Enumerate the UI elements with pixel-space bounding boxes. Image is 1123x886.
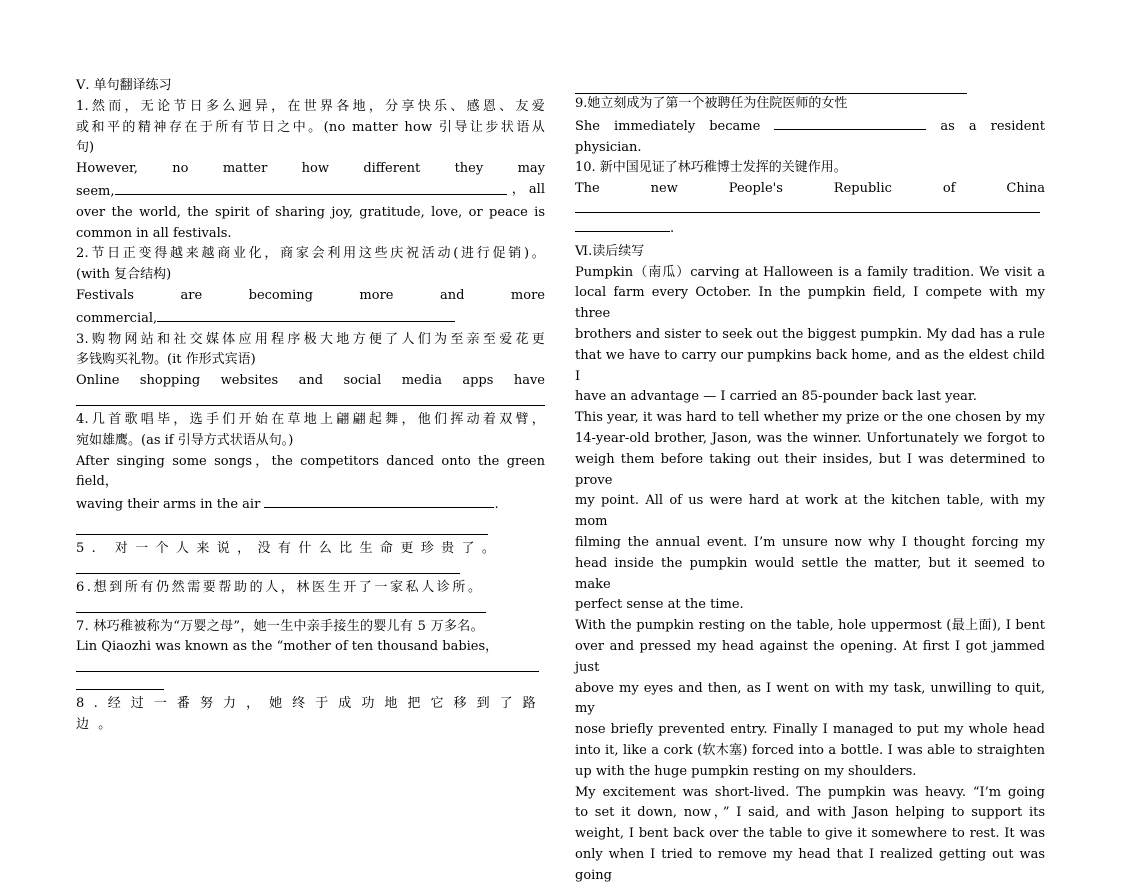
q4-prompt-line2: 宛如雄鹰。(as if 引导方式状语从句。) <box>76 432 294 448</box>
q4-english-line2 <box>76 493 545 516</box>
q4-waving-text: waving their arms in the air <box>76 497 261 513</box>
q1-seem-text: seem, <box>76 183 115 199</box>
passage-line: weigh them before taking out their insides, but I was determined to prove <box>575 451 1045 488</box>
passage-line: above my eyes and then, as I went on with my task, unwilling to quit, my <box>575 680 1045 717</box>
q9-english <box>575 115 1045 159</box>
q2-commercial-text: commercial, <box>76 310 158 326</box>
q3-prompt-line1: 3.购物网站和社交媒体应用程序极大地方便了人们为至亲至爱花更 <box>76 331 545 347</box>
passage-line: my point. All of us were hard at work at the kitchen table, with my mom <box>575 493 1045 530</box>
q10-answer-blank-2[interactable] <box>575 217 670 232</box>
passage-line: filming the annual event. I’m unsure now why I thought forcing my <box>575 534 1045 550</box>
passage-line: to set it down, now，” I said, and with Jason helping to support its <box>575 805 1045 821</box>
passage-line: over and pressed my head against the opening. At first I got jammed just <box>575 638 1045 675</box>
passage-line: into it, like a cork (软木塞) forced into a bottle. I was able to straighten <box>575 742 1045 758</box>
q3-answer-blank[interactable] <box>76 392 545 406</box>
passage-line: have an advantage — I carried an 85-pounder back last year. <box>575 389 977 405</box>
q10-answer-blank[interactable] <box>575 200 1040 213</box>
passage-line: head inside the pumpkin would settle the matter, but it seemed to make <box>575 555 1045 592</box>
q10-english-line1: The new People's Republic of China <box>575 181 1045 197</box>
q7-answer-blank[interactable] <box>76 658 539 672</box>
passage-line: My excitement was short-lived. The pumpkin was heavy. “I’m going <box>575 784 1045 800</box>
passage-line: only when I tried to remove my head that I realized getting out was going <box>575 846 1045 883</box>
q1-prompt-line1: 1.然而，无论节日多么迥异，在世界各地，分享快乐、感恩、友爱 <box>76 98 545 114</box>
left-column <box>76 76 545 736</box>
q1-english-line2 <box>76 180 545 203</box>
section-title-continuation: Ⅵ.读后续写 <box>575 243 645 259</box>
q6-answer-blank[interactable] <box>76 599 486 613</box>
passage-line: perfect sense at the time. <box>575 597 744 613</box>
q1-prompt-line2: 或和平的精神存在于所有节日之中。(no matter how 引导让步状语从 <box>76 119 545 135</box>
q1-answer-blank[interactable] <box>115 180 507 195</box>
passage-line: up with the huge pumpkin resting on my shoulders. <box>575 763 917 779</box>
q9-english-start: She immediately became <box>575 118 761 134</box>
passage-line: With the pumpkin resting on the table, hole uppermost (最上面), I bent <box>575 618 1045 634</box>
q1-english-line1: However, no matter how different they may <box>76 161 545 177</box>
q7-prompt: 7. 林巧稚被称为“万婴之母”，她一生中亲手接生的婴儿有 5 万多名。 <box>76 618 484 634</box>
right-column <box>575 80 1045 886</box>
q3-english-line1: Online shopping websites and social media apps have <box>76 373 545 389</box>
q4-period: . <box>494 497 499 513</box>
passage-line: Pumpkin（南瓜）carving at Halloween is a family tradition. We visit a <box>575 264 1045 280</box>
passage-line: 14-year-old brother, Jason, was the winner. Unfortunately we forgot to <box>575 430 1045 446</box>
q9-answer-blank[interactable] <box>774 115 926 130</box>
q2-prompt-line2: (with 复合结构) <box>76 267 172 283</box>
q4-english-line1: After singing some songs，the competitors danced onto the green field， <box>76 453 545 490</box>
q2-english-line1: Festivals are becoming more and more <box>76 287 545 303</box>
q9-prompt: 9.她立刻成为了第一个被聘任为住院医师的女性 <box>575 96 848 111</box>
q1-all-text: ， all <box>511 181 545 197</box>
q9-english-end: as a resident physician. <box>575 118 1045 155</box>
q1-prompt-line3: 句) <box>76 140 95 156</box>
q10-english-line3 <box>575 217 1045 240</box>
q5-answer-blank[interactable] <box>76 560 460 574</box>
q2-english-line2 <box>76 307 545 330</box>
q1-english-line3: over the world, the spirit of sharing joy, gratitude, love, or peace is <box>76 204 545 220</box>
passage-line: that we have to carry our pumpkins back home, and as the eldest child I <box>575 347 1045 384</box>
q1-english-line4: common in all festivals. <box>76 225 232 241</box>
q10-period: . <box>670 220 675 236</box>
q6-prompt: 6.想到所有仍然需要帮助的人，林医生开了一家私人诊所。 <box>76 579 484 595</box>
q4-answer-blank[interactable] <box>264 493 494 508</box>
q7-answer-blank-2[interactable] <box>76 676 164 690</box>
q8-prompt: 8.经过一番努力，她终于成功地把它移到了路边。 <box>76 696 545 732</box>
passage <box>575 263 1045 886</box>
q10-prompt: 10. 新中国见证了林巧稚博士发挥的关键作用。 <box>575 160 847 176</box>
passage-line: weight, I bent back over the table to give it somewhere to rest. It was <box>575 826 1045 842</box>
q7-english-line1: Lin Qiaozhi was known as the “mother of ten thousand babies， <box>76 639 499 655</box>
q3-prompt-line2: 多钱购买礼物。(it 作形式宾语) <box>76 352 256 368</box>
section-title-translation: Ⅴ. 单句翻译练习 <box>76 78 172 93</box>
passage-line: local farm every October. In the pumpkin field, I compete with my three <box>575 285 1045 322</box>
q2-answer-blank[interactable] <box>157 307 455 322</box>
passage-line: This year, it was hard to tell whether my prize or the one chosen by my <box>575 410 1045 426</box>
q5-prompt: 5. 对一个人来说，没有什么比生命更珍贵了。 <box>76 540 503 556</box>
passage-line: brothers and sister to seek out the biggest pumpkin. My dad has a rule <box>575 326 1045 342</box>
q4-answer-blank-2[interactable] <box>76 516 488 535</box>
passage-line: nose briefly prevented entry. Finally I managed to put my whole head <box>575 722 1045 738</box>
q8-answer-blank[interactable] <box>575 80 967 94</box>
q2-prompt-line1: 2.节日正变得越来越商业化，商家会利用这些庆祝活动(进行促销)。 <box>76 246 545 262</box>
q4-prompt-line1: 4.几首歌唱毕，选手们开始在草地上翩翩起舞，他们挥动着双臂， <box>76 411 545 427</box>
